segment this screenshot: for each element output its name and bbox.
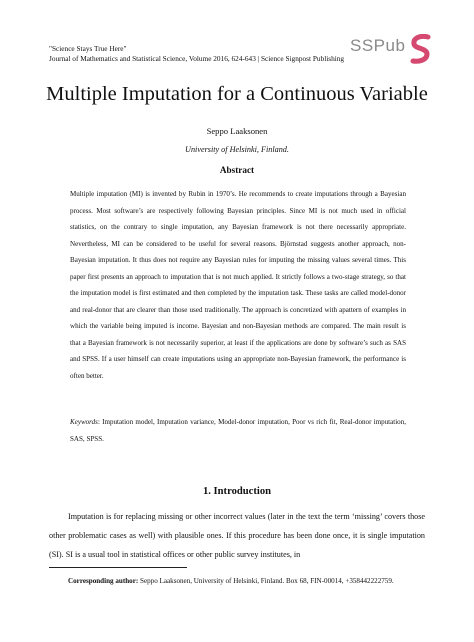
journal-citation: Journal of Mathematics and Statistical Science, Volume 2016, 624-643 | Science Signpost Publishing: [49, 54, 345, 63]
logo-s-mark-icon: [410, 34, 432, 64]
author-affiliation: University of Helsinki, Finland.: [185, 145, 289, 154]
keywords-label: Keywords: [70, 418, 98, 426]
introduction-body: Imputation is for replacing missing or other incorrect values (later in the text the term ‘missing’ covers those other problematic cases as well) with plausible ones. If this procedure has been done once, it is single imputation (SI). SI is a usual tool in statistical offices or other public survey institutes, in: [49, 512, 425, 559]
logo-text: SSPub: [350, 36, 406, 55]
journal-header: [49, 44, 344, 64]
footnote-text: Seppo Laaksonen, University of Helsinki, Finland. Box 68, FIN-00014, +358442222759.: [138, 577, 394, 585]
section-heading-introduction: 1. Introduction: [202, 486, 272, 497]
paper-title: Multiple Imputation for a Continuous Variable: [46, 83, 428, 105]
abstract-heading: Abstract: [219, 165, 255, 175]
corresponding-author-footnote: [49, 574, 425, 590]
keywords-text: : Imputation model, Imputation variance, Model-donor imputation, Poor vs rich fit, Real-donor imputation, SAS, SPSS.: [70, 418, 406, 443]
author-name: Seppo Laaksonen: [206, 126, 268, 136]
footnote-divider: [49, 567, 187, 568]
abstract-body: Multiple imputation (MI) is invented by Rubin in 1970’s. He recommends to create imputations through a Bayesian process. Most software’s are respectively following Bayesian principles. Since MI is not much used in official statistics, on the contrary to single imputation, any Bayesian framework is not there necessarily appropriate. Nevertheless, MI can be considered to be useful for several reasons. Björnstad suggests another approach, non-Bayesian imputation. It thus does not require any Bayesian rules for imputing the missing values several times. This paper first presents an approach to imputation that is not much applied. It strictly follows a two-stage strategy, so that the imputation model is first estimated and then completed by the imputation task. These tasks are called model-donor and real-donor that are clearer than those used traditionally. The approach is concretized with apattern of examples in which the variable being imputed is income. Bayesian and non-Bayesian methods are compared. The main result is that a Bayesian framework is not necessarily superior, at least if the applications are done by software’s such as SAS and SPSS. If a user himself can create imputations using an appropriate non-Bayesian framework, the performance is often better.: [70, 190, 406, 380]
footnote-label: Corresponding author:: [68, 577, 139, 585]
journal-motto: "Science Stays True Here": [49, 44, 127, 53]
publisher-logo: [350, 34, 432, 64]
keywords: [70, 414, 406, 447]
